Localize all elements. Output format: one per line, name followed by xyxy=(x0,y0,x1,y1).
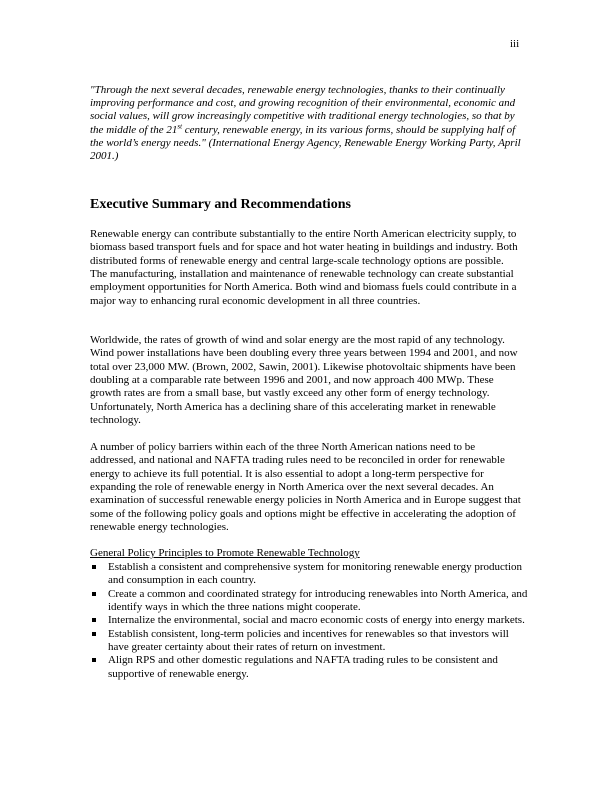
bullet-square-icon xyxy=(92,592,96,596)
list-item-text: Establish a consistent and comprehensive system for monitoring renewable energy production and consumption in each country. xyxy=(108,561,523,587)
bullet-square-icon xyxy=(92,565,96,569)
list-item-text: Create a common and coordinated strategy for introducing renewables into North America, and identify ways in which the three nations might cooperate. xyxy=(108,587,528,614)
paragraph-worldwide-growth: Worldwide, the rates of growth of wind and solar energy are the most rapid of any technology. Wind power installations have been doubling every three years between 1994 and 2001, and now total over 23,000 MW. (Brown, 2002, Sawin, 2001). Likewise photovoltaic shipments have been doubling at a comparable rate between 1996 and 2001, and now approach 400 MWp. These growth rates are from a small base, but vastly exceed any other form of energy technology. Unfortunately, North America has a declining share of this accelerating market in renewable technology. xyxy=(90,334,518,427)
bullet-square-icon xyxy=(92,658,96,662)
page-number: iii xyxy=(510,38,520,50)
list-item xyxy=(90,561,530,588)
quote-superscript: st xyxy=(177,121,183,130)
list-item xyxy=(90,614,530,627)
list-item-text: Establish consistent, long-term policies and incentives for renewables so that investors will have greater certainty about their rates of return on investment. xyxy=(108,627,509,654)
list-item xyxy=(90,588,530,615)
bullet-square-icon xyxy=(92,632,96,636)
epigraph-quote xyxy=(90,84,530,163)
section-title: Executive Summary and Recommendations xyxy=(90,197,351,212)
policy-principles-heading: General Policy Principles to Promote Renewable Technology xyxy=(90,547,360,559)
list-item-text: Internalize the environmental, social and macro economic costs of energy into energy markets. xyxy=(108,614,525,627)
list-item-text: Align RPS and other domestic regulations and NAFTA trading rules to be consistent and supportive of renewable energy. xyxy=(108,654,498,680)
list-item xyxy=(90,654,530,681)
list-item xyxy=(90,628,530,655)
paragraph-renewable-contribution: Renewable energy can contribute substantially to the entire North American electricity supply, to biomass based transport fuels and for space and hot water heating in buildings and industry. Both distributed forms of renewable energy and central large-scale technology options are possible. The manufacturing, installation and maintenance of renewable technology can create substantial employment opportunities for North America. Both wind and biomass fuels could contribute in a major way to enhancing rural economic development in all three countries. xyxy=(90,228,518,307)
paragraph-policy-barriers: A number of policy barriers within each of the three North American nations need to be addressed, and national and NAFTA trading rules need to be reconciled in order for renewable energy to achieve its full potential. It is also essential to adopt a long-term perspective for expanding the role of renewable energy in North America over the next several decades. An examination of successful renewable energy policies in North America and in Europe suggest that some of the following policy goals and options might be effective in accelerating the adoption of renewable energy technologies. xyxy=(90,441,521,534)
bullet-square-icon xyxy=(92,618,96,622)
quote-text-part1: "Through the next several decades, renewable energy technologies, thanks to their continually improving performance and cost, and growing recognition of their environmental, economic and social values, will grow increasingly competitive with traditional energy technologies, so that by the middle of the 21 xyxy=(90,84,516,136)
policy-principles-list xyxy=(90,561,530,681)
quote-text-part2: century, renewable energy, in its various forms, should be supplying half of the world’s energy needs." (International Energy Agency, Renewable Energy Working Party, April 2001.) xyxy=(90,123,521,163)
